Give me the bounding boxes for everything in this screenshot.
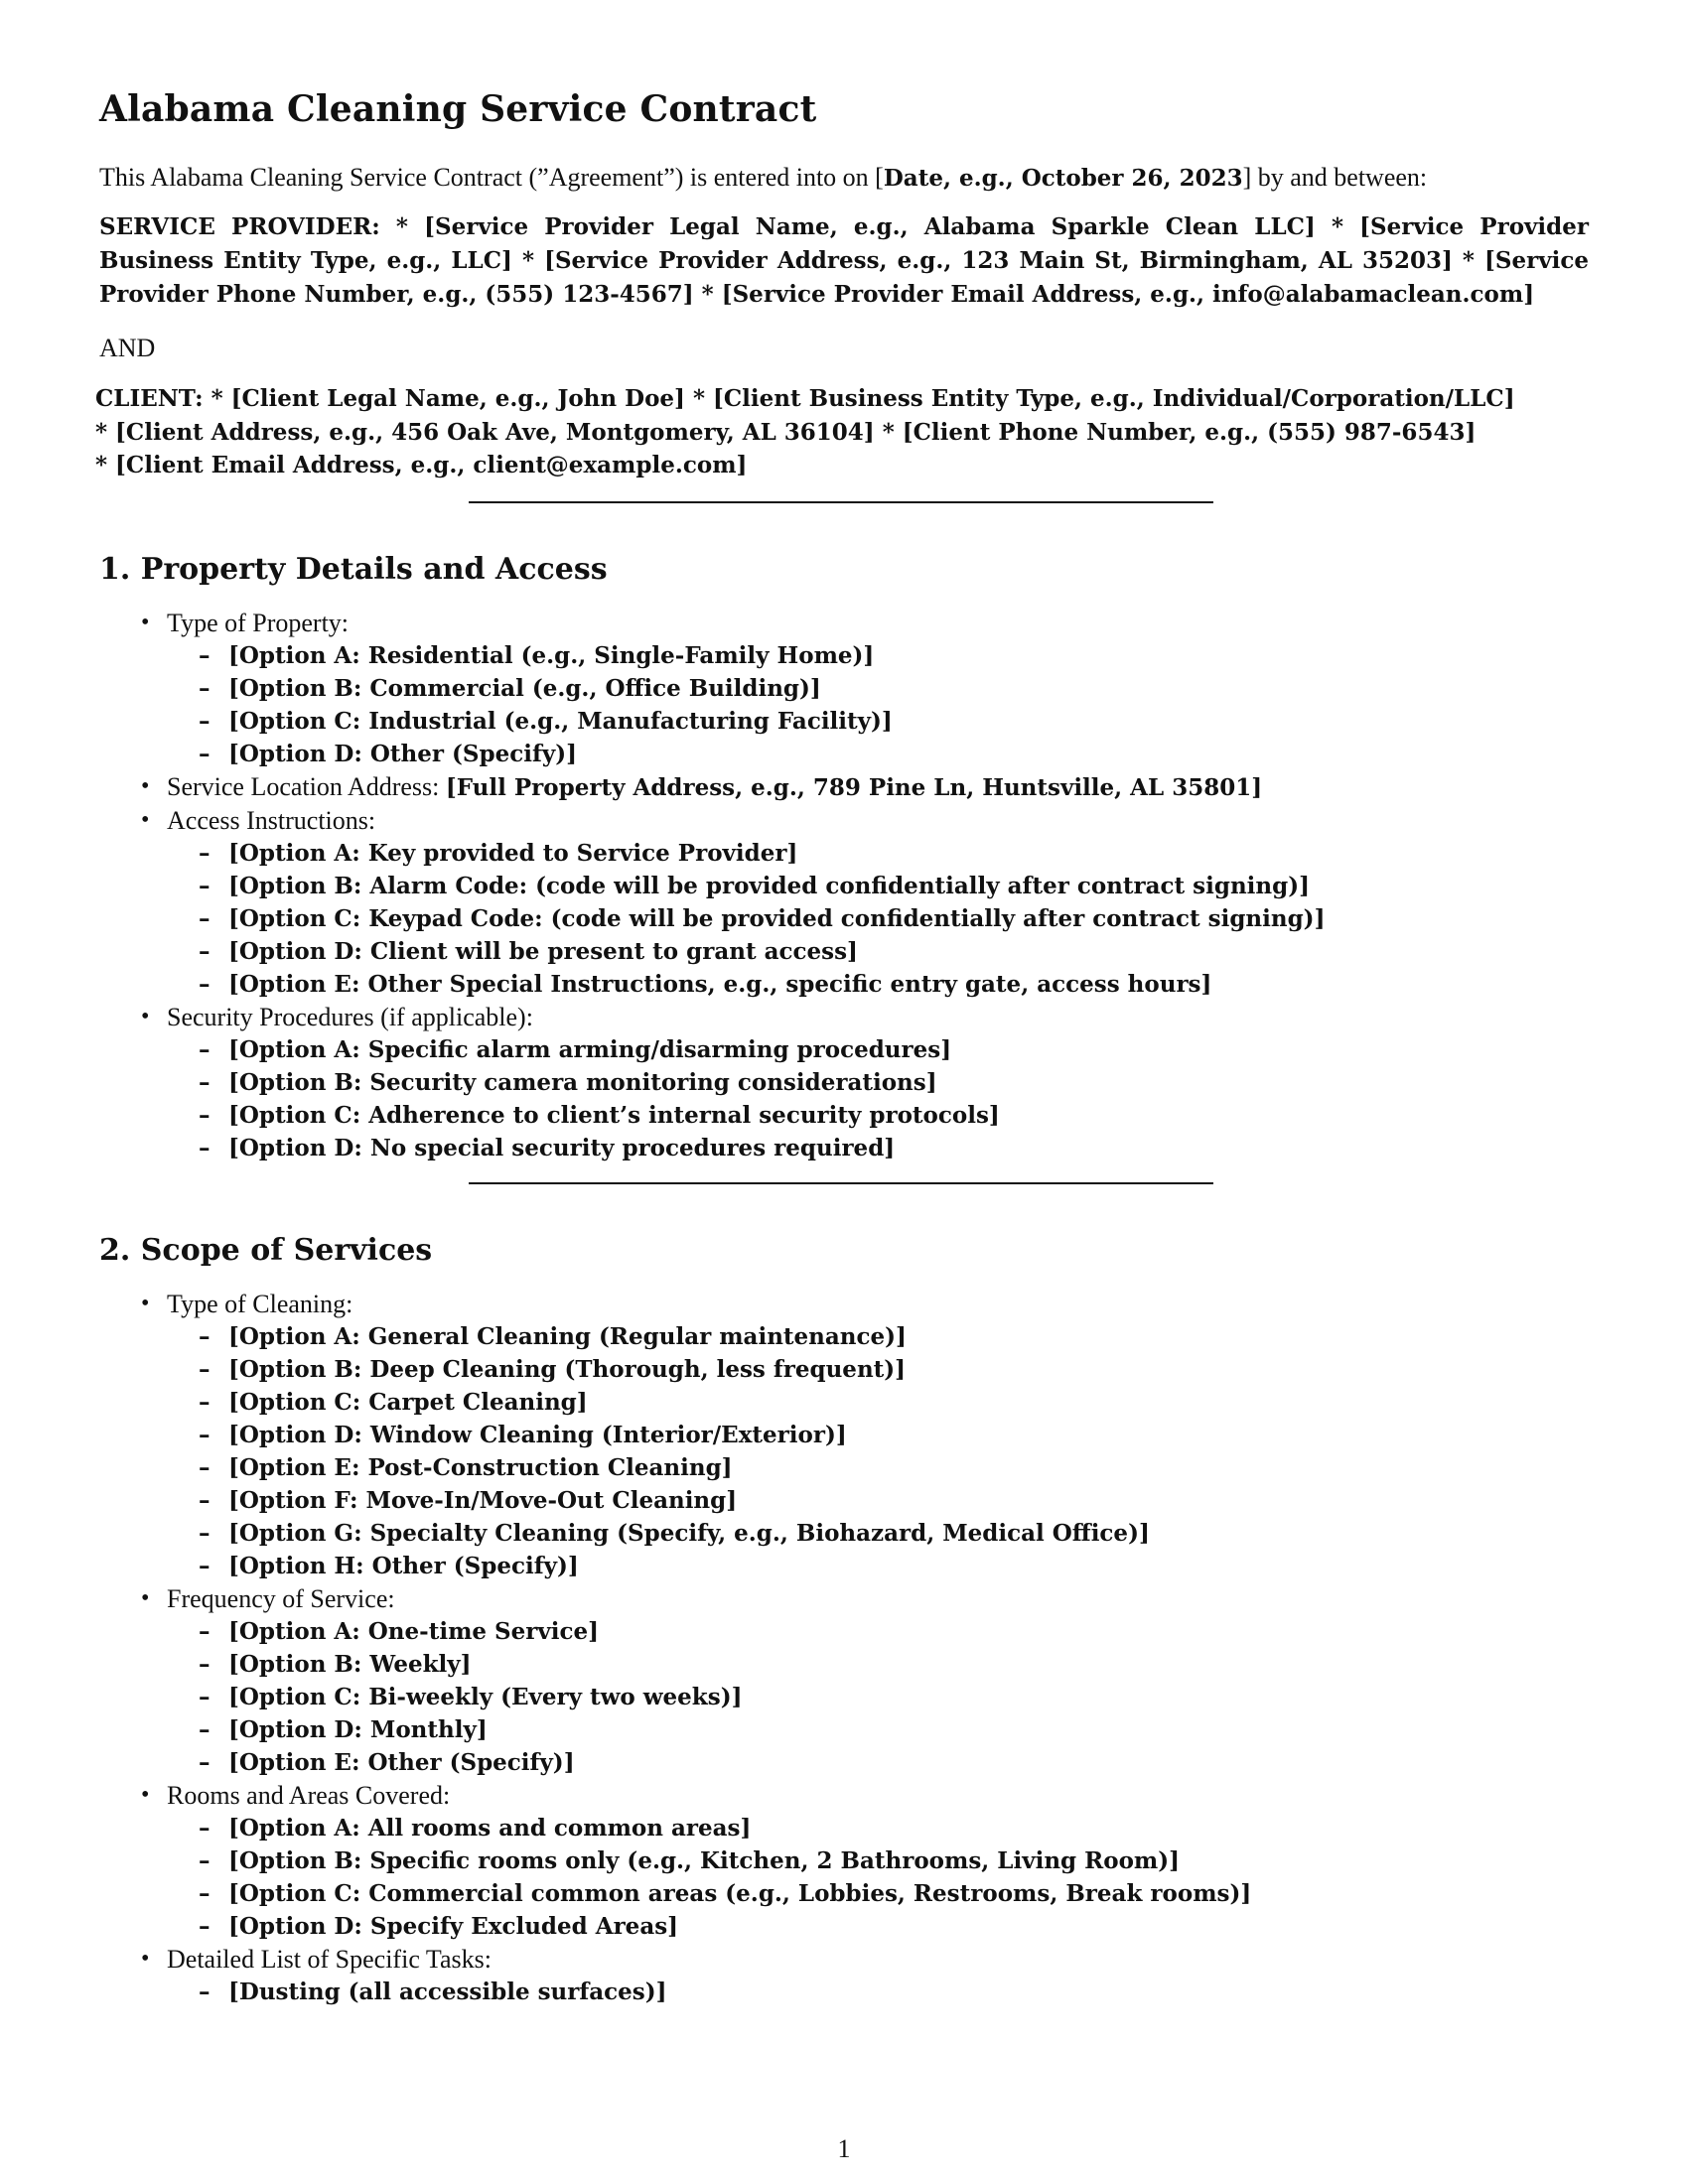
document-page (95, 87, 1589, 2008)
list-item: • Access Instructions: – [Option A: Key provided to Service Provider] – [Option B: Alarm Code: (code will be provided confidentially after contract signing)] – [Option C: Keypad Code: (code will be provided confidentially after contract signing)] – [Option D: Client will be present to grant access] – [Option E: Other Special Instructions, e.g., specific entry gate, access hours] (167, 804, 1589, 1001)
list-item: • Type of Cleaning: – [Option A: General Cleaning (Regular maintenance)] – [Option B: Deep Cleaning (Thorough, less frequent)] – [Option C: Carpet Cleaning] – [Option D: Window Cleaning (Interior/Exterior)] – [Option E: Post-Construction Cleaning] – [Option F: Move-In/Move-Out Cleaning] – [Option G: Specialty Cleaning (Specify, e.g., Biohazard, Medical Office)] – [Option H: Other (Specify)] (167, 1288, 1589, 1582)
service-provider-label: SERVICE PROVIDER: (99, 213, 380, 240)
list-item: – [Dusting (all accessible surfaces)] (228, 1976, 1589, 2008)
agreement-date: Date, e.g., October 26, 2023 (883, 165, 1243, 192)
list-item: – [Option D: Client will be present to grant access] (228, 935, 1589, 968)
rooms-options (167, 1812, 1589, 1943)
list-item: – [Option B: Commercial (e.g., Office Building)] (228, 672, 1589, 705)
list-item: – [Option A: Residential (e.g., Single-Family Home)] (228, 639, 1589, 672)
section-2-list (99, 1288, 1589, 2008)
list-item: – [Option H: Other (Specify)] (228, 1550, 1589, 1582)
list-item: • Rooms and Areas Covered: – [Option A: All rooms and common areas] – [Option B: Specific rooms only (e.g., Kitchen, 2 Bathrooms, Living Room)] – [Option C: Commercial common areas (e.g., Lobbies, Restrooms, Break rooms)] – [Option D: Specify Excluded Areas] (167, 1779, 1589, 1943)
section-divider (469, 1182, 1213, 1184)
service-provider-details: * [Service Provider Legal Name, e.g., Alabama Sparkle Clean LLC] * [Service Provider Business Entity Type, e.g., LLC] * [Service Provider Address, e.g., 123 Main St, Birmingham, AL 35203] * [Service Provider Phone Number, e.g., (555) 123-4567] * [Service Provider Email Address, e.g., info@alabamaclean.com] (99, 213, 1589, 308)
list-item: – [Option C: Bi-weekly (Every two weeks)] (228, 1681, 1589, 1713)
list-item: – [Option E: Other Special Instructions, e.g., specific entry gate, access hours] (228, 968, 1589, 1001)
list-item: • Type of Property: – [Option A: Residential (e.g., Single-Family Home)] – [Option B: Commercial (e.g., Office Building)] – [Option C: Industrial (e.g., Manufacturing Facility)] – [Option D: Other (Specify)] (167, 607, 1589, 770)
client-line-3: * [Client Email Address, e.g., client@example.com] (95, 452, 748, 478)
list-item: – [Option D: Other (Specify)] (228, 738, 1589, 770)
list-item: – [Option D: No special security procedures required] (228, 1132, 1589, 1164)
service-provider-block (99, 210, 1589, 312)
list-item: – [Option F: Move-In/Move-Out Cleaning] (228, 1484, 1589, 1517)
list-item: – [Option C: Industrial (e.g., Manufacturing Facility)] (228, 705, 1589, 738)
intro-paragraph (99, 161, 1589, 195)
client-line-2: * [Client Address, e.g., 456 Oak Ave, Montgomery, AL 36104] * [Client Phone Number, e.g., (555) 987-6543] (95, 419, 1477, 446)
list-item: – [Option B: Specific rooms only (e.g., Kitchen, 2 Bathrooms, Living Room)] (228, 1844, 1589, 1877)
list-item: – [Option D: Specify Excluded Areas] (228, 1910, 1589, 1943)
client-line-1: CLIENT: * [Client Legal Name, e.g., John Doe] * [Client Business Entity Type, e.g., Individual/Corporation/LLC] (95, 385, 1515, 412)
list-item: – [Option E: Other (Specify)] (228, 1746, 1589, 1779)
intro-before: This Alabama Cleaning Service Contract (”Agreement”) is entered into on [ (99, 163, 884, 192)
access-options (167, 837, 1589, 1001)
list-item: – [Option B: Alarm Code: (code will be provided confidentially after contract signing)] (228, 870, 1589, 902)
list-item: – [Option C: Adherence to client’s internal security protocols] (228, 1099, 1589, 1132)
service-location-address: [Full Property Address, e.g., 789 Pine Ln, Huntsville, AL 35801] (445, 774, 1263, 801)
list-item: – [Option B: Security camera monitoring considerations] (228, 1066, 1589, 1099)
property-type-options (167, 639, 1589, 770)
list-item: – [Option A: Specific alarm arming/disarming procedures] (228, 1033, 1589, 1066)
list-item: – [Option D: Monthly] (228, 1713, 1589, 1746)
list-item: – [Option A: All rooms and common areas] (228, 1812, 1589, 1844)
list-item: – [Option A: One-time Service] (228, 1615, 1589, 1648)
list-item: • Detailed List of Specific Tasks: – [Dusting (all accessible surfaces)] (167, 1943, 1589, 2008)
section-divider (469, 501, 1213, 503)
document-title: Alabama Cleaning Service Contract (99, 88, 817, 130)
list-item: • Service Location Address: [Full Property Address, e.g., 789 Pine Ln, Huntsville, AL 35801] (167, 770, 1589, 804)
section-1-list (99, 607, 1589, 1164)
security-options (167, 1033, 1589, 1164)
list-item: – [Option C: Commercial common areas (e.g., Lobbies, Restrooms, Break rooms)] (228, 1877, 1589, 1910)
and-separator: AND (99, 334, 156, 362)
intro-after: ] by and between: (1242, 163, 1428, 192)
cleaning-type-options (167, 1320, 1589, 1582)
list-item: – [Option C: Keypad Code: (code will be provided confidentially after contract signing)] (228, 902, 1589, 935)
list-item: – [Option C: Carpet Cleaning] (228, 1386, 1589, 1419)
section-1-heading: 1. Property Details and Access (99, 552, 608, 587)
list-item: – [Option G: Specialty Cleaning (Specify, e.g., Biohazard, Medical Office)] (228, 1517, 1589, 1550)
list-item: – [Option A: Key provided to Service Provider] (228, 837, 1589, 870)
list-item: – [Option B: Weekly] (228, 1648, 1589, 1681)
page-number: 1 (837, 2134, 851, 2163)
list-item: – [Option D: Window Cleaning (Interior/Exterior)] (228, 1419, 1589, 1451)
list-item: • Security Procedures (if applicable): – [Option A: Specific alarm arming/disarming procedures] – [Option B: Security camera monitoring considerations] – [Option C: Adherence to client’s internal security protocols] – [Option D: No special security procedures required] (167, 1001, 1589, 1164)
client-label: CLIENT: (95, 385, 204, 412)
list-item: – [Option E: Post-Construction Cleaning] (228, 1451, 1589, 1484)
section-2-heading: 2. Scope of Services (99, 1233, 433, 1268)
list-item: – [Option A: General Cleaning (Regular maintenance)] (228, 1320, 1589, 1353)
client-block (95, 382, 1589, 481)
tasks-options (167, 1976, 1589, 2008)
frequency-options (167, 1615, 1589, 1779)
list-item: • Frequency of Service: – [Option A: One-time Service] – [Option B: Weekly] – [Option C: Bi-weekly (Every two weeks)] – [Option D: Monthly] – [Option E: Other (Specify)] (167, 1582, 1589, 1779)
list-item: – [Option B: Deep Cleaning (Thorough, less frequent)] (228, 1353, 1589, 1386)
